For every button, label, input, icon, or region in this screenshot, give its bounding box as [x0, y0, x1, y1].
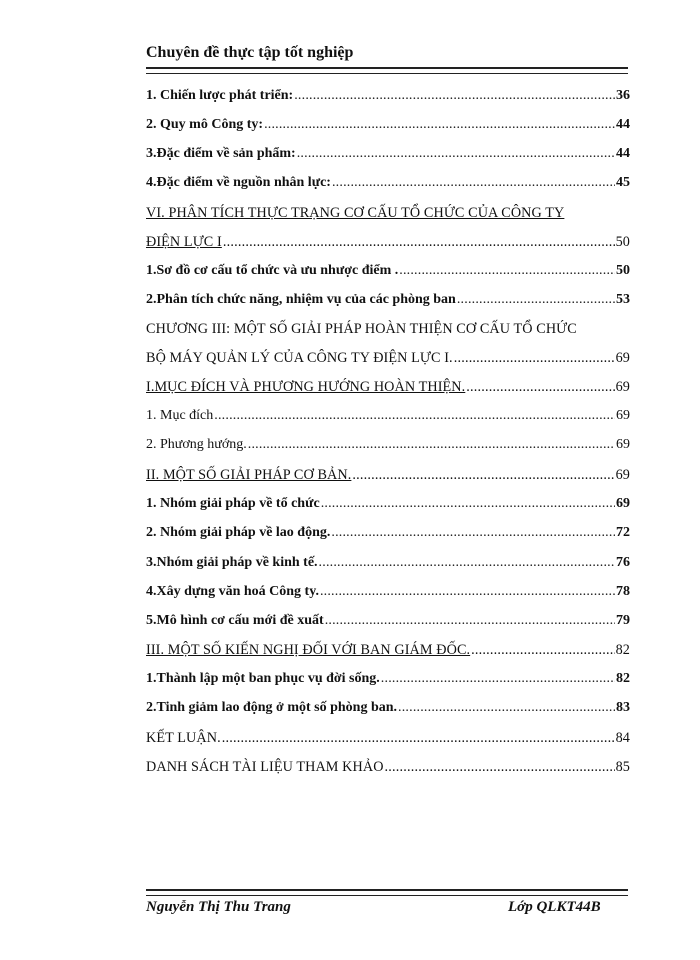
toc-entry-page-number: 69: [616, 437, 630, 452]
toc-entry: [146, 234, 630, 256]
toc-entry-label: 2.Phân tích chức năng, nhiệm vụ của các phòng ban: [146, 292, 456, 307]
toc-entry: [146, 496, 630, 518]
toc-entry: [146, 292, 630, 314]
toc-entry-page-number: 44: [616, 117, 630, 132]
toc-dot-leader: [385, 759, 615, 776]
toc-entry-label: ĐIỆN LỰC I: [146, 234, 222, 250]
toc-entry: [146, 379, 630, 401]
toc-entry: [146, 467, 630, 489]
toc-entry: [146, 525, 630, 547]
toc-entry-label: I.MỤC ĐÍCH VÀ PHƯƠNG HƯỚNG HOÀN THIỆN.: [146, 379, 466, 395]
toc-entry-label: 2. Phương hướng.: [146, 437, 247, 452]
toc-entry-label: VI. PHÂN TÍCH THỰC TRẠNG CƠ CẤU TỔ CHỨC CỦA CÔNG TY: [146, 205, 565, 221]
toc-entry: [146, 613, 630, 635]
toc-dot-leader: [471, 642, 614, 659]
toc-entry-page-number: 79: [616, 613, 630, 628]
toc-entry: [146, 263, 630, 285]
toc-dot-leader: [320, 584, 615, 600]
toc-entry-label: III. MỘT SỐ KIẾN NGHỊ ĐỐI VỚI BAN GIÁM ĐỐC.: [146, 642, 471, 658]
toc-entry: [146, 555, 630, 577]
toc-entry: [146, 146, 630, 168]
toc-entry: [146, 700, 630, 722]
toc-dot-leader: [398, 700, 615, 716]
toc-entry-page-number: 82: [615, 642, 630, 658]
toc-entry-label: 4.Đặc điểm về nguồn nhân lực:: [146, 175, 331, 190]
page-header-title: Chuyên đề thực tập tốt nghiệp: [146, 44, 354, 61]
toc-entry: [146, 350, 630, 372]
footer-author: Nguyễn Thị Thu Trang: [146, 899, 291, 915]
toc-entry-page-number: 53: [616, 292, 630, 307]
toc-entry-label: 1.Sơ đồ cơ cấu tổ chức và ưu nhược điểm .: [146, 263, 399, 278]
toc-dot-leader: [223, 234, 615, 251]
toc-entry-page-number: 44: [616, 146, 630, 161]
toc-dot-leader: [399, 263, 615, 279]
toc-entry-label: 2.Tinh giảm lao động ở một số phòng ban.: [146, 700, 398, 715]
toc-entry-label: 4.Xây dựng văn hoá Công ty.: [146, 584, 319, 599]
toc-entry-page-number: 72: [616, 525, 630, 540]
toc-dot-leader: [248, 437, 615, 453]
toc-entry-page-number: 50: [616, 263, 630, 278]
toc-entry-label: BỘ MÁY QUẢN LÝ CỦA CÔNG TY ĐIỆN LỰC I.: [146, 350, 453, 366]
toc-entry-label: 5.Mô hình cơ cấu mới đề xuất: [146, 613, 324, 628]
footer-double-rule: [146, 889, 628, 896]
toc-entry-label: 1.Thành lập một ban phục vụ đời sống.: [146, 671, 380, 686]
toc-entry: [146, 88, 630, 110]
toc-dot-leader: [294, 88, 615, 104]
toc-entry-page-number: 83: [616, 700, 630, 715]
toc-entry: [146, 730, 630, 752]
toc-dot-leader: [321, 496, 615, 512]
toc-entry-label: 3.Đặc điểm về sản phẩm:: [146, 146, 296, 161]
toc-dot-leader: [222, 730, 615, 747]
toc-entry: [146, 584, 630, 606]
toc-dot-leader: [325, 613, 615, 629]
toc-dot-leader: [331, 525, 615, 541]
toc-entry-page-number: 78: [616, 584, 630, 599]
toc-entry: [146, 321, 630, 343]
toc-entry: [146, 205, 630, 227]
footer-class: Lớp QLKT44B: [508, 899, 601, 915]
toc-entry-label: DANH SÁCH TÀI LIỆU THAM KHẢO: [146, 759, 384, 775]
toc-entry: [146, 117, 630, 139]
toc-entry-label: II. MỘT SỐ GIẢI PHÁP CƠ BẢN.: [146, 467, 352, 483]
toc-entry-page-number: 85: [615, 759, 630, 775]
toc-entry-page-number: 45: [616, 175, 630, 190]
toc-entry: [146, 408, 630, 430]
toc-dot-leader: [454, 350, 615, 367]
toc-entry-page-number: 50: [615, 234, 630, 250]
toc-entry-page-number: 69: [616, 496, 630, 511]
toc-entry-label: 2. Quy mô Công ty:: [146, 117, 264, 132]
toc-entry-label: 1. Chiến lược phát triển:: [146, 88, 294, 103]
toc-dot-leader: [457, 292, 615, 308]
toc-entry-page-number: 36: [616, 88, 630, 103]
toc-entry: [146, 671, 630, 693]
toc-dot-leader: [332, 175, 615, 191]
toc-entry-page-number: 69: [616, 408, 630, 423]
toc-entry-label: 2. Nhóm giải pháp về lao động.: [146, 525, 331, 540]
toc-entry-page-number: 82: [616, 671, 630, 686]
toc-dot-leader: [381, 671, 615, 687]
toc-entry-label: 1. Mục đích: [146, 408, 214, 423]
toc-entry-page-number: 69: [615, 350, 630, 366]
toc-entry-label: 1. Nhóm giải pháp về tổ chức: [146, 496, 320, 511]
toc-entry-page-number: 84: [615, 730, 630, 746]
toc-entry: [146, 759, 630, 781]
toc-entry-label: 3.Nhóm giải pháp về kinh tế.: [146, 555, 318, 570]
toc-dot-leader: [352, 467, 614, 484]
toc-entry-label: KẾT LUẬN.: [146, 730, 221, 746]
toc-dot-leader: [214, 408, 615, 424]
toc-entry-page-number: 69: [615, 379, 630, 395]
header-double-rule: [146, 67, 628, 74]
toc-dot-leader: [264, 117, 615, 133]
toc-entry: [146, 175, 630, 197]
toc-entry-label: CHƯƠNG III: MỘT SỐ GIẢI PHÁP HOÀN THIỆN CƠ CẤU TỔ CHỨC: [146, 321, 577, 337]
toc-entry: [146, 642, 630, 664]
toc-entry: [146, 437, 630, 459]
toc-dot-leader: [319, 555, 615, 571]
toc-entry-page-number: 76: [616, 555, 630, 570]
toc-dot-leader: [466, 379, 614, 396]
toc-dot-leader: [297, 146, 615, 162]
toc-entry-page-number: 69: [615, 467, 630, 483]
